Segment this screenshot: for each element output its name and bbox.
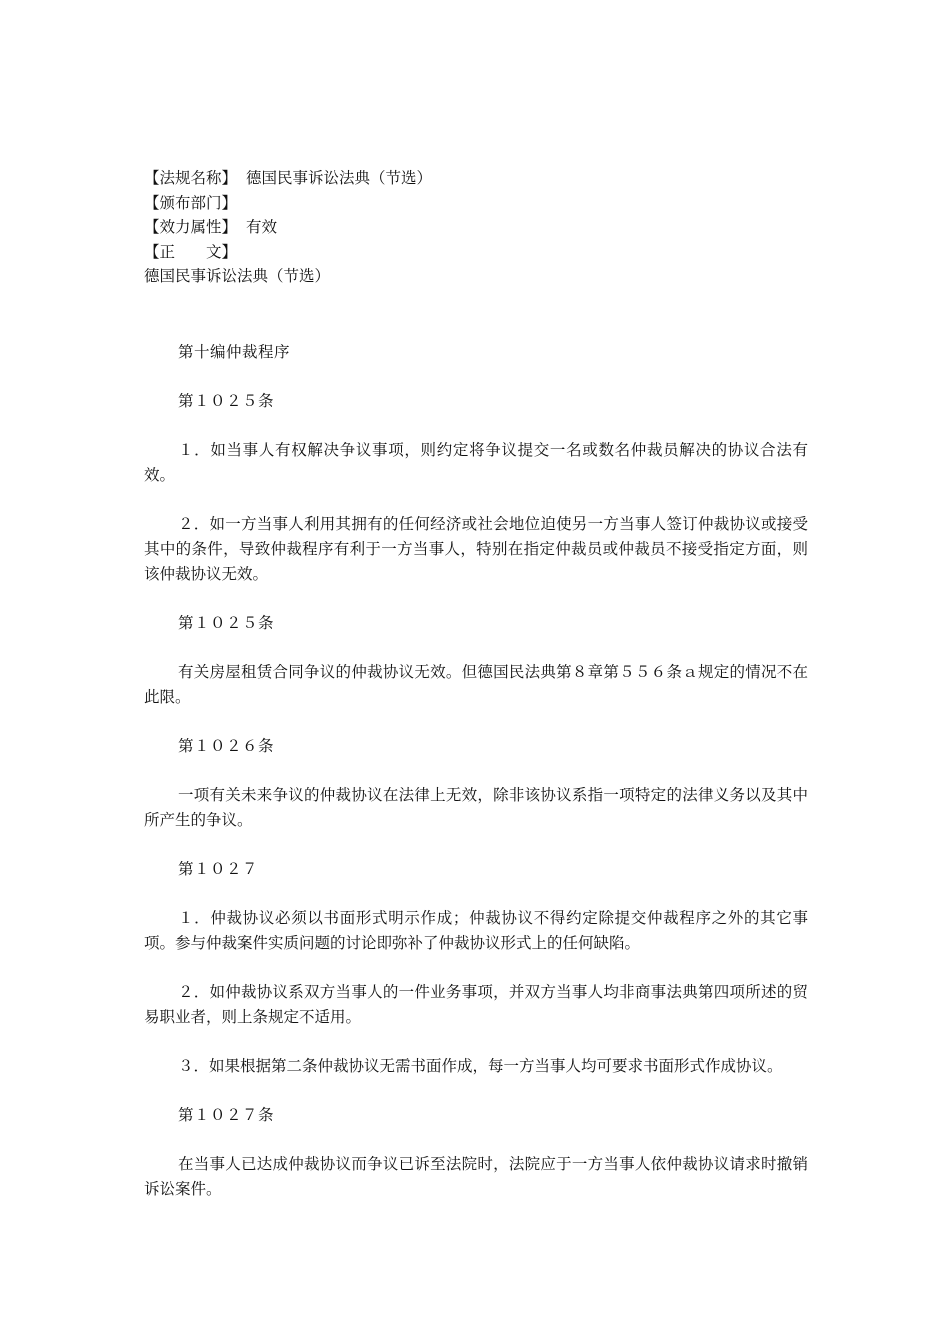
regulation-name-label: 【法规名称】 <box>144 169 238 187</box>
article-heading: 第１０２７ <box>178 860 259 878</box>
effect-status-value: 有效 <box>246 218 278 236</box>
article-heading: 第１０２５条 <box>178 614 275 632</box>
paragraph: ３．如果根据第二条仲裁协议无需书面作成，每一方当事人均可要求书面形式作成协议。 <box>178 1057 783 1075</box>
article-heading: 第１０２７条 <box>178 1106 275 1124</box>
article-heading: 第１０２６条 <box>178 737 275 755</box>
paragraph: ２．如仲裁协议系双方当事人的一件业务事项，并双方当事人均非商事法典第四项所述的贸易职业者，则上条规定不适用。 <box>144 983 808 1026</box>
paragraph: １．如当事人有权解决争议事项，则约定将争议提交一名或数名仲裁员解决的协议合法有效。 <box>144 441 808 484</box>
paragraph: 一项有关未来争议的仲裁协议在法律上无效，除非该协议系指一项特定的法律义务以及其中所产生的争议。 <box>144 786 808 829</box>
main-text-label: 【正 文】 <box>144 242 238 261</box>
issuing-department-line <box>144 191 824 216</box>
regulation-name-value: 德国民事诉讼法典（节选） <box>246 169 433 187</box>
article-heading: 第１０２５条 <box>178 392 275 410</box>
document-title: 德国民事诉讼法典（节选） <box>144 267 331 285</box>
effect-status-label: 【效力属性】 <box>144 218 238 236</box>
paragraph: ２．如一方当事人利用其拥有的任何经济或社会地位迫使另一方当事人签订仲裁协议或接受其中的条件，导致仲裁程序有利于一方当事人，特别在指定仲裁员或仲裁员不接受指定方面，则该仲裁协议无效。 <box>144 515 808 583</box>
document-body <box>144 340 808 1226</box>
part-heading: 第十编仲裁程序 <box>178 343 291 361</box>
paragraph: 有关房屋租赁合同争议的仲裁协议无效。但德国民法典第８章第５５６条ａ规定的情况不在此限。 <box>144 663 808 706</box>
issuing-department-label: 【颁布部门】 <box>144 193 238 212</box>
regulation-name-line <box>144 166 824 191</box>
paragraph: １．仲裁协议必须以书面形式明示作成；仲裁协议不得约定除提交仲裁程序之外的其它事项。参与仲裁案件实质问题的讨论即弥补了仲裁协议形式上的任何缺陷。 <box>144 909 808 952</box>
paragraph: 在当事人已达成仲裁协议而争议已诉至法院时，法院应于一方当事人依仲裁协议请求时撤销诉讼案件。 <box>144 1155 808 1198</box>
main-text-line <box>144 240 824 265</box>
regulation-metadata <box>144 166 824 289</box>
effect-status-line <box>144 215 824 240</box>
